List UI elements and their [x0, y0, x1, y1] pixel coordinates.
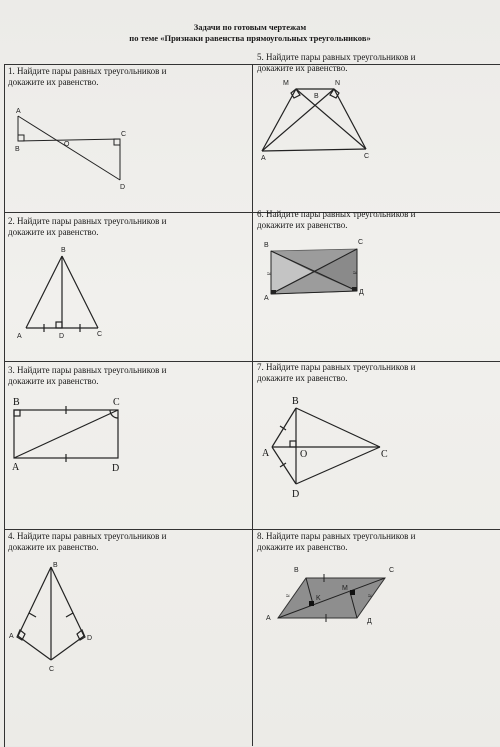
task-8-label-A: A: [266, 615, 271, 622]
task-8-title: 8. Найдите пары равных треугольников и: [257, 531, 416, 541]
task-8-label-K: K: [316, 595, 321, 602]
task-7-label-D: D: [292, 489, 300, 500]
task-5-label-N: N: [335, 80, 341, 87]
task-3-title: 3. Найдите пары равных треугольников и: [8, 365, 167, 375]
task-7-label-O: O: [300, 449, 308, 460]
task-2-label-D: D: [59, 333, 65, 340]
task-7-label-C: C: [381, 449, 388, 460]
task-8-subtitle: докажите их равенство.: [257, 542, 348, 552]
task-1-label-A: A: [16, 108, 21, 115]
task-1-label-C: C: [121, 131, 127, 138]
task-7-label-B: B: [292, 396, 299, 407]
task-5-label-M: M: [283, 80, 289, 87]
task-1-label-B: B: [15, 146, 20, 153]
task-3-label-A: A: [12, 462, 20, 473]
task-4-label-B: B: [53, 562, 58, 569]
task-4-label-C: C: [49, 666, 55, 673]
task-6-label-B: B: [264, 242, 269, 249]
task-8-equal-mark-left: ≈: [286, 593, 290, 600]
task-4-title: 4. Найдите пары равных треугольников и: [8, 531, 167, 541]
task-4-subtitle: докажите их равенство.: [8, 542, 99, 552]
task-6-label-C: C: [358, 239, 364, 246]
task-7-label-A: A: [262, 448, 270, 459]
task-8-equal-mark-right: ≈: [368, 593, 372, 600]
task-8-label-D: Д: [367, 618, 372, 625]
task-5-title: 5. Найдите пары равных треугольников и: [257, 52, 416, 62]
task-2-label-A: A: [17, 333, 22, 340]
task-5-label-B: B: [314, 93, 319, 100]
task-3-label-B: B: [13, 397, 20, 408]
task-3-label-C: C: [113, 397, 120, 408]
task-1-subtitle: докажите их равенство.: [8, 77, 99, 87]
task-8-label-C: C: [389, 567, 395, 574]
task-8-label-B: B: [294, 567, 299, 574]
task-8-label-M: M: [342, 585, 348, 592]
task-1-label-D: D: [120, 184, 126, 191]
task-5-label-C: C: [364, 153, 370, 160]
task-4-label-A: A: [9, 633, 14, 640]
task-6-label-D: Д: [359, 289, 364, 296]
task-6-title: 6. Найдите пары равных треугольников и: [257, 209, 416, 219]
task-6-subtitle: докажите их равенство.: [257, 220, 348, 230]
header-subtitle: по теме «Признаки равенства прямоугольных треугольников»: [129, 33, 371, 43]
task-3-label-D: D: [112, 463, 120, 474]
task-7-subtitle: докажите их равенство.: [257, 373, 348, 383]
task-1-title: 1. Найдите пары равных треугольников и: [8, 66, 167, 76]
task-6-equal-mark-left: ≈: [267, 271, 271, 278]
task-7-title: 7. Найдите пары равных треугольников и: [257, 362, 416, 372]
task-3-subtitle: докажите их равенство.: [8, 376, 99, 386]
task-2-label-B: B: [61, 247, 66, 254]
task-1-label-O: O: [64, 141, 70, 148]
task-6-equal-mark-right: ≈: [353, 270, 357, 277]
task-5-label-A: A: [261, 155, 266, 162]
header-title: Задачи по готовым чертежам: [193, 22, 307, 32]
task-4-label-D: D: [87, 635, 93, 642]
task-6-label-A: A: [264, 295, 269, 302]
task-5-subtitle: докажите их равенство.: [257, 63, 348, 73]
task-2-subtitle: докажите их равенство.: [8, 227, 99, 237]
task-2-title: 2. Найдите пары равных треугольников и: [8, 216, 167, 226]
task-2-label-C: C: [97, 331, 103, 338]
